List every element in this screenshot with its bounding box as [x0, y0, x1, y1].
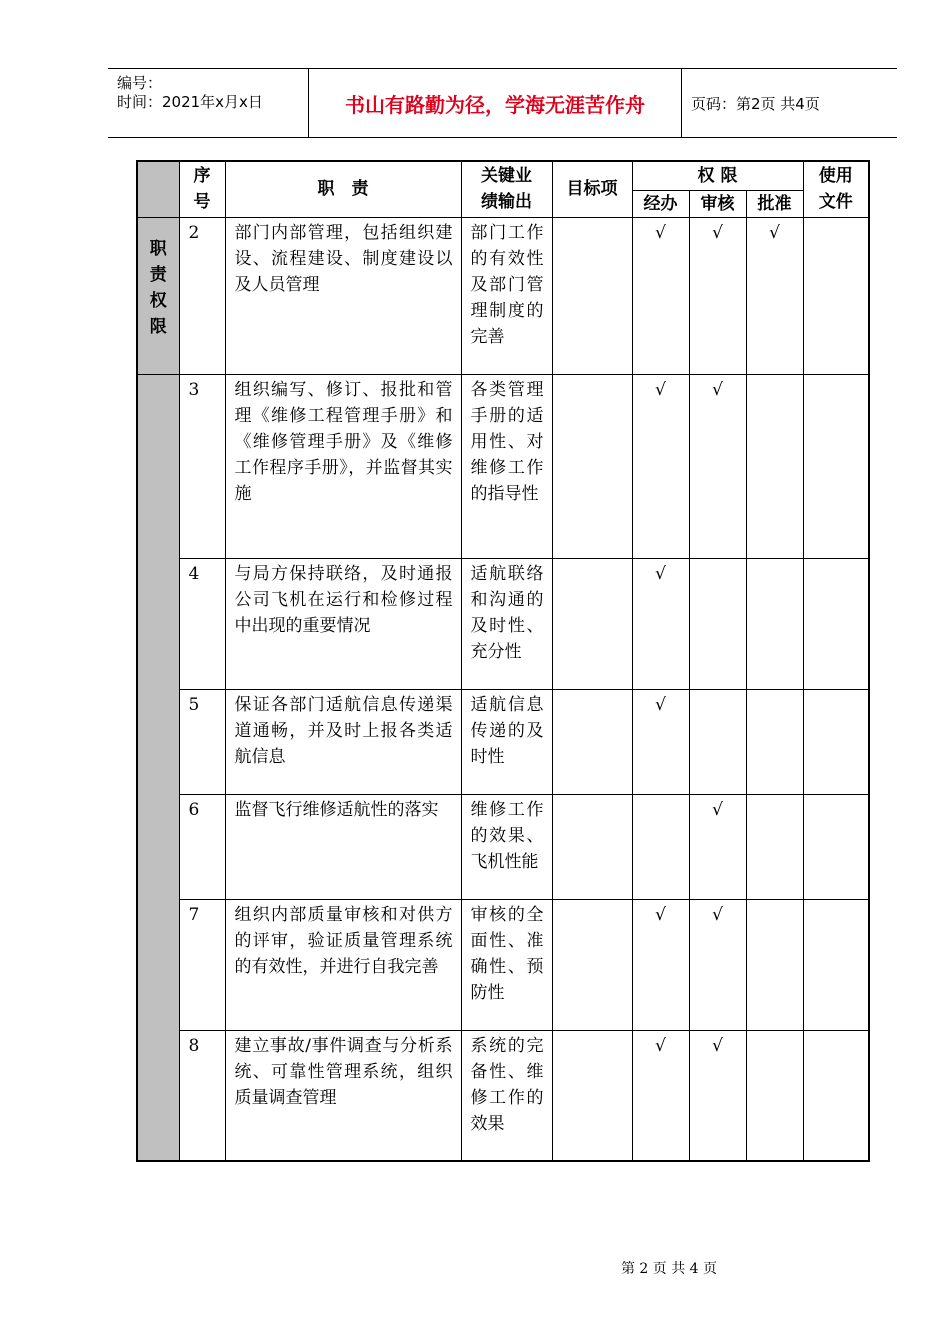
- table-row: [137, 217, 869, 374]
- row-kpi: 系统的完备性、维修工作的效果: [461, 1030, 552, 1161]
- col-authority-header: 权 限: [632, 161, 803, 190]
- row-docs: [803, 794, 869, 899]
- table-row: [137, 558, 869, 689]
- row-docs: [803, 689, 869, 794]
- row-kpi: 适航信息传递的及时性: [461, 689, 552, 794]
- row-seq: 8: [179, 1030, 225, 1161]
- section-label-cell: [137, 217, 179, 374]
- row-handle-check: √: [632, 217, 689, 374]
- row-duty: 建立事故/事件调查与分析系统、可靠性管理系统，组织质量调查管理: [225, 1030, 461, 1161]
- row-kpi: 各类管理手册的适用性、对维修工作的指导性: [461, 374, 552, 558]
- row-docs: [803, 374, 869, 558]
- row-duty: 监督飞行维修适航性的落实: [225, 794, 461, 899]
- row-approve-check: [746, 689, 803, 794]
- row-approve-check: [746, 558, 803, 689]
- table-row: [137, 689, 869, 794]
- col-approve-header: 批准: [746, 190, 803, 217]
- row-duty: 与局方保持联络，及时通报公司飞机在运行和检修过程中出现的重要情况: [225, 558, 461, 689]
- footer-page-number: 第 2 页 共 4 页: [620, 1261, 718, 1277]
- row-docs: [803, 558, 869, 689]
- row-target: [552, 217, 632, 374]
- document-number: 编号：: [117, 74, 163, 92]
- row-seq: 6: [179, 794, 225, 899]
- table-row: [137, 899, 869, 1030]
- row-handle-check: √: [632, 1030, 689, 1161]
- col-review-header: 审核: [689, 190, 746, 217]
- col-docs-header: 使用文件: [803, 161, 869, 217]
- row-duty: 组织内部质量审核和对供方的评审，验证质量管理系统的有效性，并进行自我完善: [225, 899, 461, 1030]
- table-row: [137, 1030, 869, 1161]
- row-seq: 4: [179, 558, 225, 689]
- row-review-check: √: [689, 1030, 746, 1161]
- row-review-check: √: [689, 794, 746, 899]
- row-target: [552, 1030, 632, 1161]
- row-review-check: √: [689, 899, 746, 1030]
- header-row-1: [137, 161, 869, 190]
- row-seq: 7: [179, 899, 225, 1030]
- motto: 书山有路勤为径，学海无涯苦作舟: [345, 92, 645, 117]
- page-info: 页码：第2页 共4页: [691, 94, 820, 113]
- col-handle-header: 经办: [632, 190, 689, 217]
- col-target-header: 目标项: [552, 161, 632, 217]
- header-page-cell: [682, 69, 897, 137]
- row-seq: 5: [179, 689, 225, 794]
- row-target: [552, 689, 632, 794]
- table-row: [137, 374, 869, 558]
- page-footer: [0, 1258, 950, 1278]
- page-header: [108, 68, 897, 138]
- table-row: [137, 794, 869, 899]
- row-docs: [803, 899, 869, 1030]
- row-target: [552, 899, 632, 1030]
- row-target: [552, 374, 632, 558]
- row-docs: [803, 217, 869, 374]
- section-label: 职责权限: [149, 238, 167, 337]
- row-kpi: 审核的全面性、准确性、预防性: [461, 899, 552, 1030]
- row-handle-check: √: [632, 899, 689, 1030]
- row-handle-check: [632, 794, 689, 899]
- header-meta: [108, 69, 309, 137]
- row-review-check: [689, 689, 746, 794]
- row-approve-check: [746, 899, 803, 1030]
- row-target: [552, 558, 632, 689]
- row-handle-check: √: [632, 558, 689, 689]
- row-docs: [803, 1030, 869, 1161]
- document-date: 时间：2021年x月x日: [117, 93, 263, 111]
- header-motto-cell: [309, 69, 682, 137]
- row-duty: 部门内部管理，包括组织建设、流程建设、制度建设以及人员管理: [225, 217, 461, 374]
- row-seq: 3: [179, 374, 225, 558]
- col-seq-header: 序号: [179, 161, 225, 217]
- side-filler-cell: [137, 374, 179, 1161]
- row-approve-check: [746, 794, 803, 899]
- row-kpi: 维修工作的效果、飞机性能: [461, 794, 552, 899]
- row-kpi: 适航联络和沟通的及时性、充分性: [461, 558, 552, 689]
- row-seq: 2: [179, 217, 225, 374]
- row-approve-check: [746, 1030, 803, 1161]
- duty-table: [136, 160, 870, 1162]
- col-duty-header: 职 责: [225, 161, 461, 217]
- row-kpi: 部门工作的有效性及部门管理制度的完善: [461, 217, 552, 374]
- row-approve-check: [746, 374, 803, 558]
- row-target: [552, 794, 632, 899]
- row-duty: 组织编写、修订、报批和管理《维修工程管理手册》和《维修管理手册》及《维修工作程序手册》，并监督其实施: [225, 374, 461, 558]
- row-approve-check: √: [746, 217, 803, 374]
- side-header-cell: [137, 161, 179, 217]
- row-review-check: √: [689, 374, 746, 558]
- row-duty: 保证各部门适航信息传递渠道通畅，并及时上报各类适航信息: [225, 689, 461, 794]
- col-kpi-header: 关键业绩输出: [461, 161, 552, 217]
- row-handle-check: √: [632, 374, 689, 558]
- row-review-check: [689, 558, 746, 689]
- row-review-check: √: [689, 217, 746, 374]
- row-handle-check: √: [632, 689, 689, 794]
